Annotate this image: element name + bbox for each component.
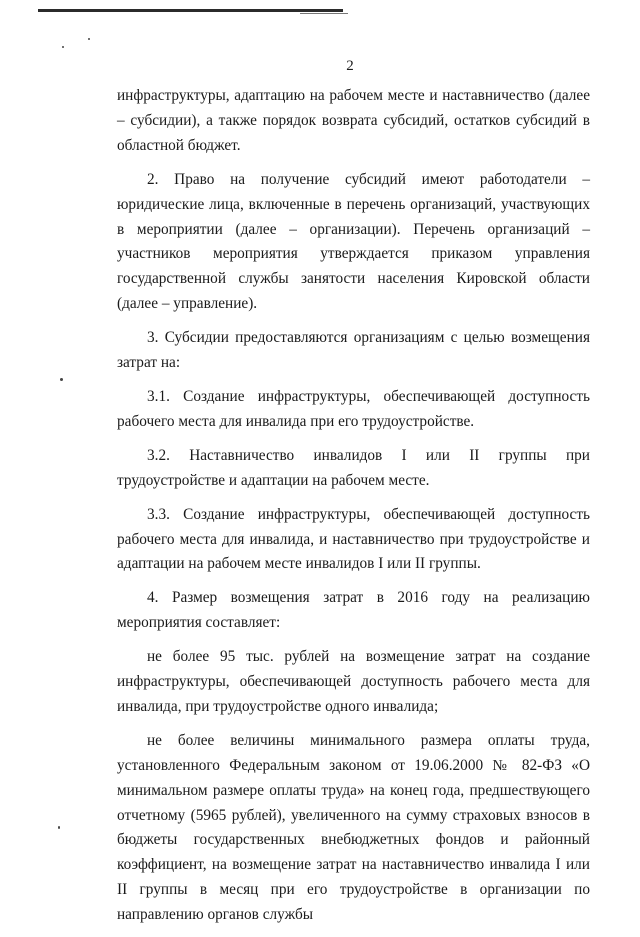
scan-speck <box>60 378 63 381</box>
paragraph-3-2: 3.2. Наставничество инвалидов I или II группы при трудоустройстве и адаптации на рабочем месте. <box>117 446 590 489</box>
document-body <box>117 84 590 937</box>
paragraph-2: 2. Право на получение субсидий имеют работодатели – юридические лица, включенные в перечень организаций, участвующих в мероприятии (далее – организации). Перечень организаций – участников мероприятия утверждается приказом управления государственной службы занятости населения Кировской области (далее – управление). <box>117 170 590 313</box>
paragraph-4-item-1: не более 95 тыс. рублей на возмещение затрат на создание инфраструктуры, обеспечивающей доступность рабочего места для инвалида, при трудоустройстве одного инвалида; <box>117 648 590 715</box>
page-number: 2 <box>346 58 354 74</box>
paragraph-3-1: 3.1. Создание инфраструктуры, обеспечивающей доступность рабочего места для инвалида при его трудоустройстве. <box>117 387 590 430</box>
scan-speck <box>62 46 64 48</box>
paragraph-4-item-2: не более величины минимального размера оплаты труда, установленного Федеральным законом от 19.06.2000 № 82-ФЗ «О минимальном размере оплаты труда» на конец года, предшествующего отчетному (5965 рублей), увеличенного на сумму страховых взносов в бюджеты государственных внебюджетных фондов и районный коэффициент, на возмещение затрат на наставничество инвалида I или II группы в месяц при его трудоустройстве в организации по направлению органов службы <box>117 731 590 924</box>
scan-speck <box>58 826 60 829</box>
paragraph-3: 3. Субсидии предоставляются организациям с целью возмещения затрат на: <box>117 329 590 372</box>
paragraph-continuation: инфраструктуры, адаптацию на рабочем месте и наставничество (далее – субсидии), а также порядок возврата субсидий, остатков субсидий в областной бюджет. <box>117 87 590 154</box>
scan-edge-line-thin <box>300 13 348 14</box>
paragraph-3-3: 3.3. Создание инфраструктуры, обеспечивающей доступность рабочего места для инвалида, и наставничество при трудоустройстве и адаптации на рабочем месте инвалидов I или II группы. <box>117 505 590 573</box>
paragraph-4: 4. Размер возмещения затрат в 2016 году на реализацию мероприятия составляет: <box>117 589 590 632</box>
scan-edge-line <box>38 9 343 12</box>
scan-speck <box>88 38 90 40</box>
